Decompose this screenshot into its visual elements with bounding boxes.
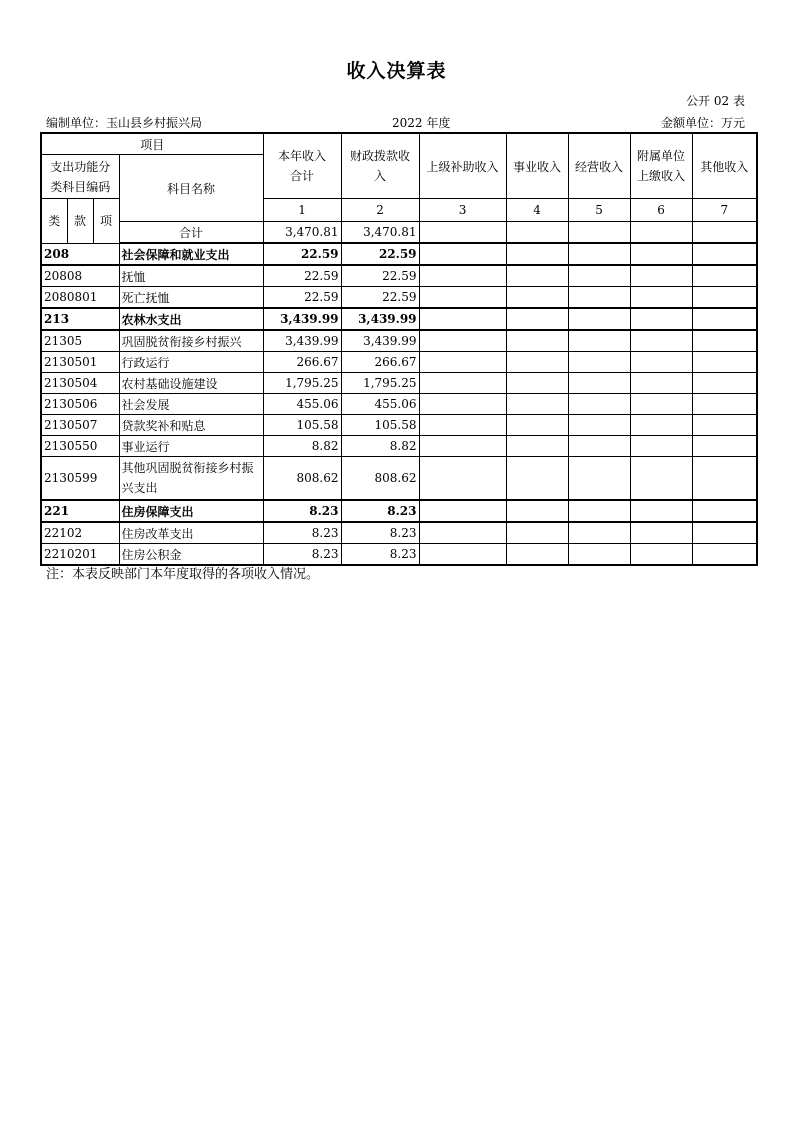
header-func-code: 支出功能分类科目编码 [41, 155, 119, 199]
row-col-3 [419, 308, 506, 330]
row-col-4 [506, 287, 568, 309]
row-subject-name: 死亡抚恤 [119, 287, 263, 309]
row-subject-name: 行政运行 [119, 352, 263, 373]
table-row [41, 415, 757, 436]
table-row [41, 373, 757, 394]
row-col-1: 22.59 [263, 243, 341, 265]
row-col-5 [568, 352, 630, 373]
row-col-5 [568, 330, 630, 352]
row-col-2: 808.62 [341, 457, 419, 501]
row-col-6 [630, 352, 692, 373]
row-col-7 [692, 415, 757, 436]
row-col-6 [630, 436, 692, 457]
row-code: 208 [41, 243, 119, 265]
row-subject-name: 住房公积金 [119, 544, 263, 566]
row-col-7 [692, 544, 757, 566]
row-col-3 [419, 415, 506, 436]
row-col-5 [568, 544, 630, 566]
fiscal-year: 2022 年度 [392, 116, 451, 130]
row-col-7 [692, 522, 757, 544]
row-subject-name: 住房保障支出 [119, 500, 263, 522]
row-col-2: 455.06 [341, 394, 419, 415]
row-col-6 [630, 522, 692, 544]
row-col-4 [506, 544, 568, 566]
row-col-4 [506, 436, 568, 457]
row-col-5 [568, 265, 630, 287]
page-title: 收入决算表 [346, 60, 447, 82]
row-col-2: 22.59 [341, 265, 419, 287]
row-col-7 [692, 265, 757, 287]
table-row [41, 436, 757, 457]
row-col-7 [692, 308, 757, 330]
row-col-7 [692, 243, 757, 265]
row-col-5 [568, 287, 630, 309]
row-col-2: 3,439.99 [341, 330, 419, 352]
row-subject-name: 社会发展 [119, 394, 263, 415]
row-col-6 [630, 457, 692, 501]
table-row [41, 457, 757, 501]
total-col-1: 3,470.81 [263, 222, 341, 244]
row-col-5 [568, 436, 630, 457]
row-col-7 [692, 394, 757, 415]
row-col-2: 266.67 [341, 352, 419, 373]
row-col-6 [630, 308, 692, 330]
row-col-2: 22.59 [341, 287, 419, 309]
table-row [41, 544, 757, 566]
row-col-3 [419, 243, 506, 265]
total-row [41, 222, 757, 244]
row-col-4 [506, 330, 568, 352]
row-col-1: 266.67 [263, 352, 341, 373]
row-col-4 [506, 415, 568, 436]
row-col-6 [630, 500, 692, 522]
row-col-3 [419, 394, 506, 415]
row-col-1: 22.59 [263, 287, 341, 309]
row-col-7 [692, 436, 757, 457]
header-col-4: 事业收入 [506, 133, 568, 199]
row-col-3 [419, 544, 506, 566]
row-col-5 [568, 522, 630, 544]
row-subject-name: 抚恤 [119, 265, 263, 287]
row-code: 2130550 [41, 436, 119, 457]
row-col-2: 3,439.99 [341, 308, 419, 330]
row-col-1: 105.58 [263, 415, 341, 436]
table-row [41, 243, 757, 265]
row-col-1: 3,439.99 [263, 308, 341, 330]
row-col-4 [506, 522, 568, 544]
form-number: 公开 02 表 [686, 94, 745, 108]
row-subject-name: 其他巩固脱贫衔接乡村振兴支出 [119, 457, 263, 501]
header-lei: 类 [41, 199, 67, 244]
money-unit: 金额单位：万元 [660, 116, 745, 130]
header-kuan: 款 [67, 199, 93, 244]
table-row [41, 308, 757, 330]
row-col-5 [568, 373, 630, 394]
table-row [41, 352, 757, 373]
row-col-2: 8.23 [341, 544, 419, 566]
header-xiang: 项 [93, 199, 119, 244]
table-row [41, 330, 757, 352]
row-col-4 [506, 308, 568, 330]
row-code: 213 [41, 308, 119, 330]
row-col-3 [419, 352, 506, 373]
row-col-1: 808.62 [263, 457, 341, 501]
row-col-5 [568, 394, 630, 415]
row-subject-name: 社会保障和就业支出 [119, 243, 263, 265]
row-col-7 [692, 330, 757, 352]
col-num-7: 7 [692, 199, 757, 222]
row-code: 2130501 [41, 352, 119, 373]
col-num-2: 2 [341, 199, 419, 222]
row-col-1: 8.23 [263, 500, 341, 522]
row-subject-name: 农林水支出 [119, 308, 263, 330]
row-col-1: 3,439.99 [263, 330, 341, 352]
row-col-3 [419, 330, 506, 352]
row-col-4 [506, 457, 568, 501]
table-row [41, 522, 757, 544]
row-col-7 [692, 457, 757, 501]
income-table [40, 132, 758, 566]
row-col-7 [692, 352, 757, 373]
row-col-1: 455.06 [263, 394, 341, 415]
row-col-5 [568, 457, 630, 501]
header-col-3: 上级补助收入 [419, 133, 506, 199]
table-row [41, 265, 757, 287]
table-row [41, 394, 757, 415]
row-col-3 [419, 500, 506, 522]
row-col-7 [692, 500, 757, 522]
row-code: 221 [41, 500, 119, 522]
row-col-6 [630, 243, 692, 265]
col-num-3: 3 [419, 199, 506, 222]
row-col-5 [568, 308, 630, 330]
row-col-6 [630, 373, 692, 394]
row-col-3 [419, 522, 506, 544]
row-code: 21305 [41, 330, 119, 352]
header-col-2: 财政拨款收入 [341, 133, 419, 199]
row-col-6 [630, 394, 692, 415]
row-col-6 [630, 415, 692, 436]
row-col-4 [506, 352, 568, 373]
row-col-2: 1,795.25 [341, 373, 419, 394]
row-code: 2130504 [41, 373, 119, 394]
row-col-4 [506, 373, 568, 394]
row-col-4 [506, 243, 568, 265]
row-col-5 [568, 415, 630, 436]
row-col-1: 8.23 [263, 522, 341, 544]
row-col-7 [692, 287, 757, 309]
header-subject-name: 科目名称 [119, 155, 263, 222]
row-col-1: 22.59 [263, 265, 341, 287]
header-col-7: 其他收入 [692, 133, 757, 199]
total-col-2: 3,470.81 [341, 222, 419, 244]
col-num-5: 5 [568, 199, 630, 222]
table-row [41, 287, 757, 309]
row-col-1: 1,795.25 [263, 373, 341, 394]
row-col-2: 105.58 [341, 415, 419, 436]
row-code: 2130599 [41, 457, 119, 501]
header-project: 项目 [41, 133, 263, 155]
row-col-6 [630, 265, 692, 287]
row-code: 2080801 [41, 287, 119, 309]
row-col-1: 8.82 [263, 436, 341, 457]
header-col-5: 经营收入 [568, 133, 630, 199]
row-code: 2210201 [41, 544, 119, 566]
row-col-3 [419, 287, 506, 309]
header-col-1: 本年收入合计 [263, 133, 341, 199]
compiling-unit: 编制单位：玉山县乡村振兴局 [46, 116, 203, 130]
row-subject-name: 住房改革支出 [119, 522, 263, 544]
footnote: 注：本表反映部门本年度取得的各项收入情况。 [46, 567, 320, 582]
row-col-3 [419, 265, 506, 287]
row-subject-name: 事业运行 [119, 436, 263, 457]
row-code: 2130506 [41, 394, 119, 415]
col-num-6: 6 [630, 199, 692, 222]
row-col-3 [419, 436, 506, 457]
row-col-2: 22.59 [341, 243, 419, 265]
total-label: 合计 [119, 222, 263, 244]
row-col-2: 8.23 [341, 500, 419, 522]
table-row [41, 500, 757, 522]
row-subject-name: 农村基础设施建设 [119, 373, 263, 394]
row-code: 20808 [41, 265, 119, 287]
row-code: 2130507 [41, 415, 119, 436]
row-code: 22102 [41, 522, 119, 544]
row-col-3 [419, 457, 506, 501]
row-col-5 [568, 243, 630, 265]
row-subject-name: 巩固脱贫衔接乡村振兴 [119, 330, 263, 352]
row-col-4 [506, 500, 568, 522]
header-col-6: 附属单位上缴收入 [630, 133, 692, 199]
row-col-3 [419, 373, 506, 394]
row-col-4 [506, 265, 568, 287]
row-subject-name: 贷款奖补和贴息 [119, 415, 263, 436]
row-col-4 [506, 394, 568, 415]
row-col-2: 8.23 [341, 522, 419, 544]
row-col-6 [630, 330, 692, 352]
row-col-1: 8.23 [263, 544, 341, 566]
row-col-2: 8.82 [341, 436, 419, 457]
row-col-6 [630, 544, 692, 566]
col-num-1: 1 [263, 199, 341, 222]
row-col-5 [568, 500, 630, 522]
row-col-7 [692, 373, 757, 394]
row-col-6 [630, 287, 692, 309]
col-num-4: 4 [506, 199, 568, 222]
